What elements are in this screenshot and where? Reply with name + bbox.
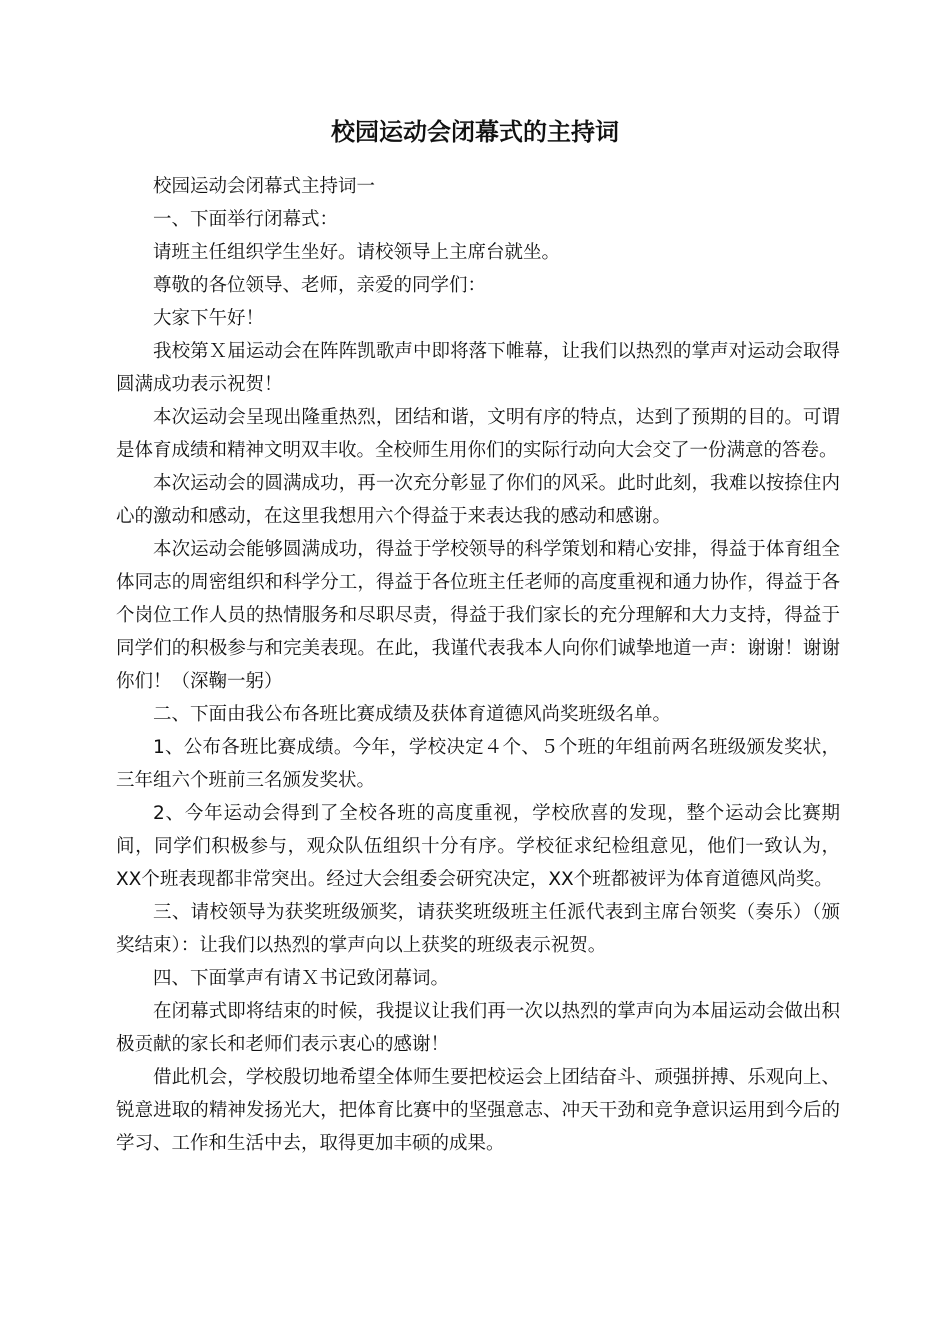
- paragraph: 本次运动会的圆满成功，再一次充分彰显了你们的风采。此时此刻，我难以按捺住内心的激动和感动，在这里我想用六个得益于来表达我的感动和感谢。: [116, 473, 840, 527]
- paragraph: 我校第Ｘ届运动会在阵阵凯歌声中即将落下帷幕，让我们以热烈的掌声对运动会取得圆满成功表示祝贺！: [116, 341, 840, 395]
- paragraph: 一、下面举行闭幕式：: [153, 209, 339, 230]
- paragraph: 尊敬的各位领导、老师，亲爱的同学们：: [153, 275, 487, 296]
- paragraph: 大家下午好！: [153, 308, 265, 329]
- paragraph: 借此机会，学校殷切地希望全体师生要把校运会上团结奋斗、顽强拼搏、乐观向上、锐意进取的精神发扬光大，把体育比赛中的坚强意志、冲天干劲和竞争意识运用到今后的学习、工作和生活中去，取得更加丰硕的成果。: [116, 1067, 840, 1154]
- paragraph: 请班主任组织学生坐好。请校领导上主席台就坐。: [153, 242, 561, 263]
- paragraph: 校园运动会闭幕式主持词一: [153, 176, 376, 197]
- paragraph: 四、下面掌声有请Ｘ书记致闭幕词。: [153, 968, 450, 989]
- paragraph: 2、今年运动会得到了全校各班的高度重视，学校欣喜的发现，整个运动会比赛期间，同学们积极参与，观众队伍组织十分有序。学校征求纪检组意见，他们一致认为，XX个班表现都非常突出。经过大会组委会研究决定，XX个班都被评为体育道德风尚奖。: [116, 803, 840, 890]
- paragraph: 1、公布各班比赛成绩。今年，学校决定４个、５个班的年组前两名班级颁发奖状，三年组六个班前三名颁发奖状。: [116, 737, 840, 791]
- paragraph: 本次运动会呈现出隆重热烈，团结和谐，文明有序的特点，达到了预期的目的。可谓是体育成绩和精神文明双丰收。全校师生用你们的实际行动向大会交了一份满意的答卷。: [116, 407, 840, 461]
- paragraph: 本次运动会能够圆满成功，得益于学校领导的科学策划和精心安排，得益于体育组全体同志的周密组织和科学分工，得益于各位班主任老师的高度重视和通力协作，得益于各个岗位工作人员的热情服务和尽职尽责，得益于我们家长的充分理解和大力支持，得益于同学们的积极参与和完美表现。在此，我谨代表我本人向你们诚挚地道一声：谢谢！谢谢你们！（深鞠一躬）: [116, 539, 840, 692]
- paragraph: 在闭幕式即将结束的时候，我提议让我们再一次以热烈的掌声向为本届运动会做出积极贡献的家长和老师们表示衷心的感谢！: [116, 1001, 840, 1055]
- paragraph: 三、请校领导为获奖班级颁奖，请获奖班级班主任派代表到主席台领奖（奏乐）（颁奖结束）：让我们以热烈的掌声向以上获奖的班级表示祝贺。: [116, 902, 840, 956]
- paragraph: 二、下面由我公布各班比赛成绩及获体育道德风尚奖班级名单。: [153, 704, 672, 725]
- document-body: [116, 170, 840, 1160]
- document-title: 校园运动会闭幕式的主持词: [331, 118, 619, 146]
